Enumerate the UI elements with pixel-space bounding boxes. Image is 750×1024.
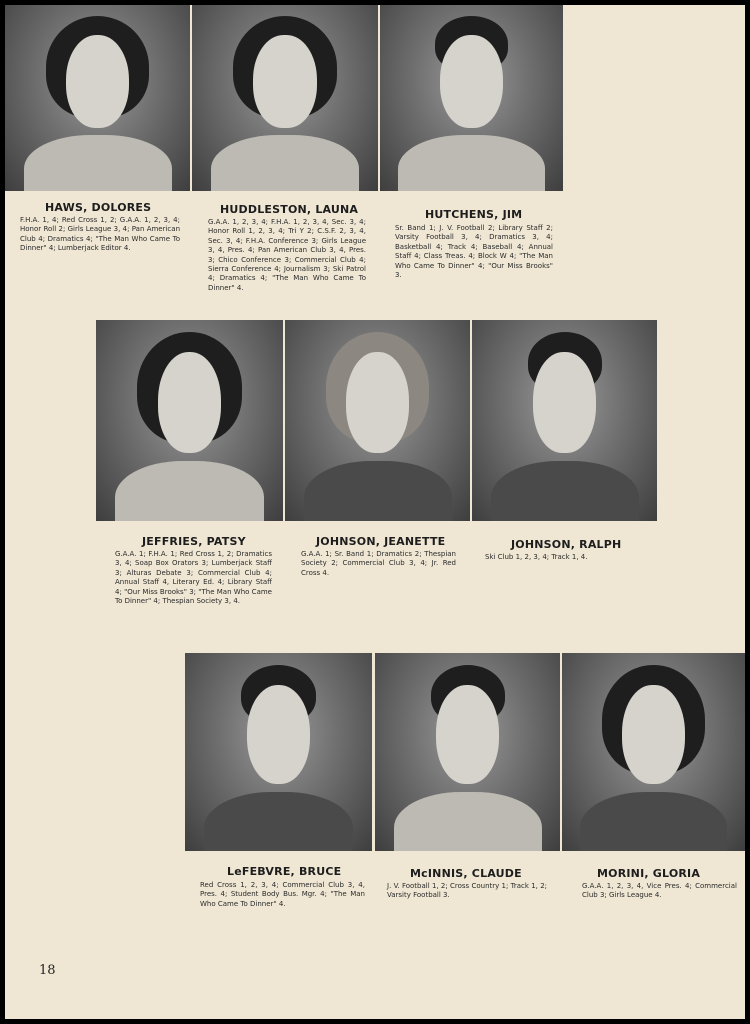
portrait-face	[622, 685, 684, 784]
portrait-body	[394, 792, 542, 851]
portrait-body	[115, 461, 265, 521]
student-activities: G.A.A. 1; Sr. Band 1; Dramatics 2; Thespian Society 2; Commercial Club 3, 4; Jr. Red Cross 4.	[301, 550, 456, 577]
student-activities: J. V. Football 1, 2; Cross Country 1; Track 1, 2; Varsity Football 3.	[387, 882, 547, 900]
portrait-body	[204, 792, 354, 851]
student-activities: Ski Club 1, 2, 3, 4; Track 1, 4.	[485, 553, 588, 561]
portrait-face	[66, 35, 129, 128]
student-name: JOHNSON, JEANETTE	[316, 535, 446, 548]
student-name: HUDDLESTON, LAUNA	[220, 203, 359, 216]
portrait-face	[158, 352, 222, 453]
student-activities: Red Cross 1, 2, 3, 4; Commercial Club 3, 4, Pres. 4; Student Body Bus. Mgr. 4; "The Man Who Came To Dinner" 4.	[200, 881, 365, 908]
yearbook-page	[5, 5, 745, 1019]
page-number: 18	[39, 963, 56, 978]
portrait-body	[398, 135, 544, 191]
portrait-face	[436, 685, 499, 784]
student-activities: Sr. Band 1; J. V. Football 2; Library Staff 2; Varsity Football 3, 4; Dramatics 3, 4; Basketball 4; Track 4; Baseball 4; Annual Staff 4; Class Treas. 4; Block W 4; "The Man Who Came To Dinner" 4; "Our Miss Brooks" 3.	[395, 224, 553, 280]
portrait-body	[580, 792, 726, 851]
portrait-morini-gloria	[562, 653, 745, 851]
student-activities: G.A.A. 1; F.H.A. 1; Red Cross 1, 2; Dramatics 3, 4; Soap Box Orators 3; Lumberjack Staff 3; Alturas Debate 3; Commercial Club 4; Annual Staff 4, Literary Ed. 4; Library Staff 4; "Our Miss Brooks" 3; "The Man Who Came To Dinner" 4; Thespian Society 3, 4.	[115, 550, 272, 606]
portrait-haws-dolores	[5, 5, 190, 191]
portrait-lefebvre-bruce	[185, 653, 372, 851]
student-name: HUTCHENS, JIM	[425, 208, 523, 221]
student-activities: G.A.A. 1, 2, 3, 4; F.H.A. 1, 2, 3, 4, Sec. 3, 4; Honor Roll 1, 2, 3, 4; Tri Y 2; C.S.F. 2, 3, 4, Sec. 3, 4; F.H.A. Conference 3; Girls League 3, 4, Pres. 4; Pan American Club 3, 4, Pres. 3; Chico Conference 3; Commercial Club 4; Sierra Conference 4; Journalism 3; Ski Patrol 4; Dramatics 4; "The Man Who Came To Dinner" 4.	[208, 218, 366, 292]
student-name: HAWS, DOLORES	[45, 201, 152, 214]
portrait-jeffries-patsy	[96, 320, 283, 521]
student-name: JEFFRIES, PATSY	[142, 535, 246, 548]
portrait-face	[253, 35, 316, 128]
student-activities: F.H.A. 1, 4; Red Cross 1, 2; G.A.A. 1, 2, 3, 4; Honor Roll 2; Girls League 3, 4; Pan American Club 4; Dramatics 4; "The Man Who Came To Dinner" 4; Lumberjack Editor 4.	[20, 216, 180, 253]
portrait-body	[304, 461, 452, 521]
student-name: LeFEBVRE, BRUCE	[227, 865, 342, 878]
portrait-mcinnis-claude	[375, 653, 560, 851]
student-name: JOHNSON, RALPH	[511, 538, 622, 551]
portrait-huddleston-launa	[192, 5, 378, 191]
portrait-face	[440, 35, 502, 128]
portrait-face	[533, 352, 596, 453]
portrait-body	[24, 135, 172, 191]
student-name: MORINI, GLORIA	[597, 867, 701, 880]
portrait-face	[247, 685, 311, 784]
portrait-body	[211, 135, 360, 191]
portrait-johnson-jeanette	[285, 320, 470, 521]
portrait-face	[346, 352, 409, 453]
student-activities: G.A.A. 1, 2, 3, 4, Vice Pres. 4; Commercial Club 3; Girls League 4.	[582, 882, 737, 900]
portrait-johnson-ralph	[472, 320, 657, 521]
student-name: McINNIS, CLAUDE	[410, 867, 522, 880]
portrait-body	[491, 461, 639, 521]
portrait-hutchens-jim	[380, 5, 563, 191]
